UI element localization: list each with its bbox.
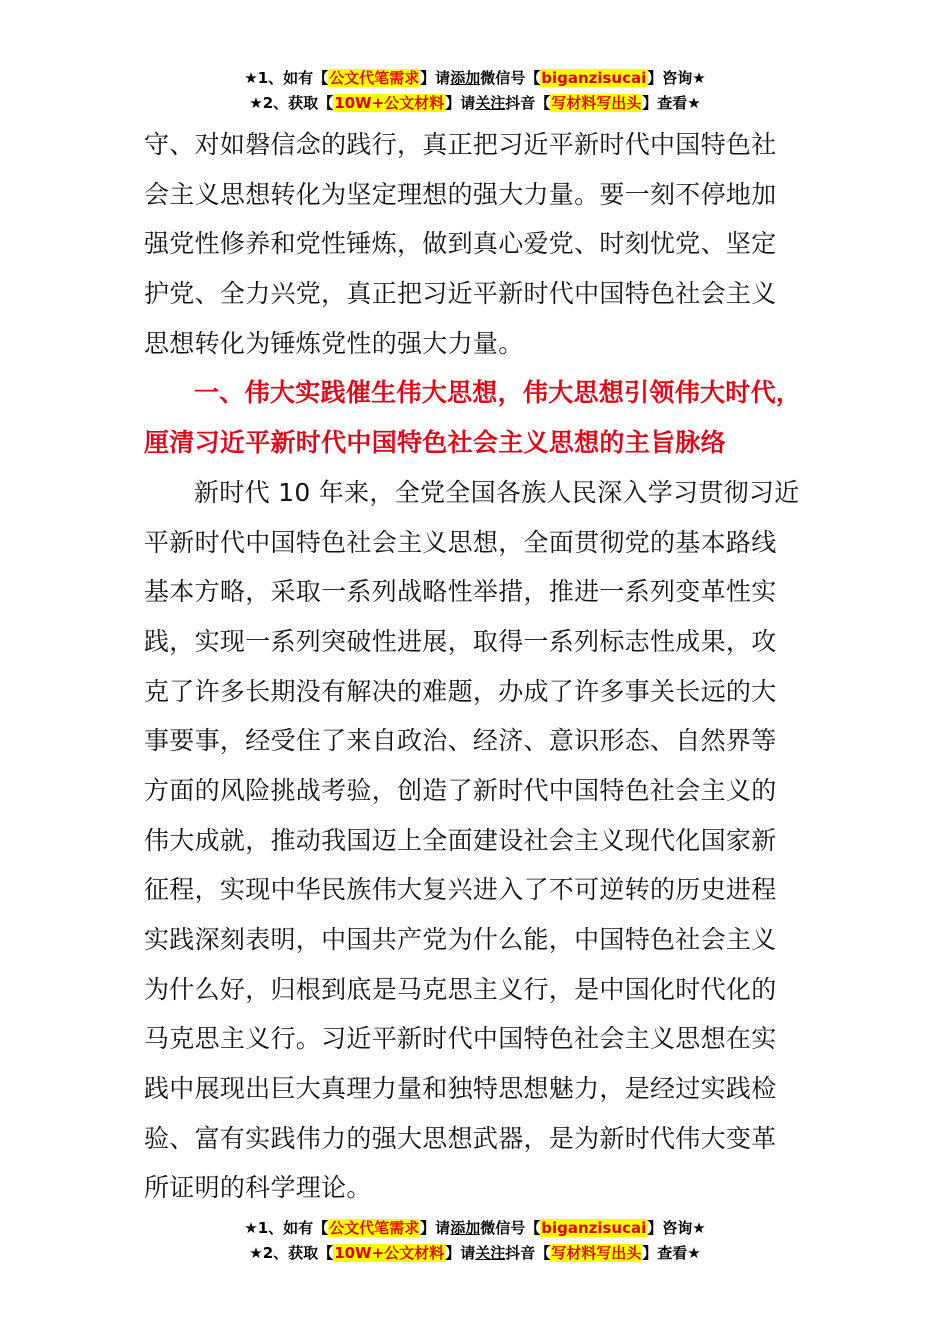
banner-text: 1、如有【 [257,69,329,87]
paragraph-line: 所证明的科学理论。 [144,1173,372,1203]
paragraph-line: 践中展现出巨大真理力量和独特思想魅力，是经过实践检 [144,1074,777,1104]
banner-line-1 [0,66,950,91]
highlight-service: 公文代笔需求 [329,69,420,87]
banner-text: 】查看★ [642,94,701,112]
banner-text: 1、如有【 [257,1219,329,1237]
banner-line-2 [0,1241,950,1266]
body-line: 守、对如磐信念的践行，真正把习近平新时代中国特色社 [144,130,777,159]
paragraph-line: 践，实现一系列突破性进展，取得一系列标志性成果，攻 [144,626,777,656]
body-line: 思想转化为锤炼党性的强大力量。 [144,328,524,358]
paragraph-line: 实践深刻表明，中国共产党为什么能，中国特色社会主义 [144,925,777,954]
paragraph-line: 事要事，经受住了来自政治、经济、意识形态、自然界等 [144,726,777,756]
body-line: 会主义思想转化为坚定理想的强大力量。要一刻不停地加 [144,179,777,209]
body-line: 护党、全力兴党，真正把习近平新时代中国特色社会主义 [144,279,777,309]
banner-line-1 [0,1216,950,1241]
document-body [144,120,808,1213]
paragraph-line: 平新时代中国特色社会主义思想，全面贯彻党的基本路线 [144,527,777,557]
banner-line-2 [0,91,950,116]
banner-text: 微信号【 [480,69,541,87]
paragraph-line: 验、富有实践伟力的强大思想武器，是为新时代伟大变革 [144,1123,777,1153]
underlined-text: 关注 [475,1244,506,1262]
bottom-banner [0,1216,950,1266]
highlight-materials: 10W+公文材料 [334,1244,445,1262]
banner-text: 】请 [420,1219,451,1237]
highlight-douyin: 写材料写出头 [551,1244,642,1262]
banner-text: 】请 [445,94,476,112]
banner-text: 】咨询★ [647,69,706,87]
underlined-text: 关注 [475,94,506,112]
star-icon: ★ [249,1244,263,1262]
star-icon: ★ [244,69,258,87]
highlight-materials: 10W+公文材料 [334,94,445,112]
banner-text: 】请 [420,69,451,87]
paragraph-line: 伟大成就，推动我国迈上全面建设社会主义现代化国家新 [144,825,777,855]
banner-text: 2、获取【 [262,94,334,112]
paragraph-line: 基本方略，采取一系列战略性举措，推进一系列变革性实 [144,577,777,607]
banner-text: 】咨询★ [647,1219,706,1237]
banner-text: 微信号【 [480,1219,541,1237]
paragraph-line: 征程，实现中华民族伟大复兴进入了不可逆转的历史进程 [144,875,777,905]
top-banner [0,66,950,116]
banner-text: 抖音【 [505,94,551,112]
star-icon: ★ [244,1219,258,1237]
banner-text: 】查看★ [642,1244,701,1262]
highlight-wechat-id: biganzisucai [541,69,647,87]
highlight-service: 公文代笔需求 [329,1219,420,1237]
paragraph-line: 克了许多长期没有解决的难题，办成了许多事关长远的大 [144,676,777,706]
paragraph-line: 方面的风险挑战考验，创造了新时代中国特色社会主义的 [144,775,777,805]
paragraph-line: 新时代 10 年来，全党全国各族人民深入学习贯彻习近 [194,477,800,507]
banner-text: 2、获取【 [262,1244,334,1262]
body-line: 强党性修养和党性锤炼，做到真心爱党、时刻忧党、坚定 [144,229,777,259]
section-heading: 一、伟大实践催生伟大思想，伟大思想引领伟大时代， [194,378,802,408]
paragraph-line: 马克思主义行。习近平新时代中国特色社会主义思想在实 [144,1024,777,1054]
highlight-wechat-id: biganzisucai [541,1219,647,1237]
star-icon: ★ [249,94,263,112]
paragraph-line: 为什么好，归根到底是马克思主义行，是中国化时代化的 [144,974,777,1004]
highlight-douyin: 写材料写出头 [551,94,642,112]
banner-text: 】请 [445,1244,476,1262]
section-heading: 厘清习近平新时代中国特色社会主义思想的主旨脉络 [144,428,726,458]
underlined-text: 添加 [450,69,481,87]
banner-text: 抖音【 [505,1244,551,1262]
underlined-text: 添加 [450,1219,481,1237]
